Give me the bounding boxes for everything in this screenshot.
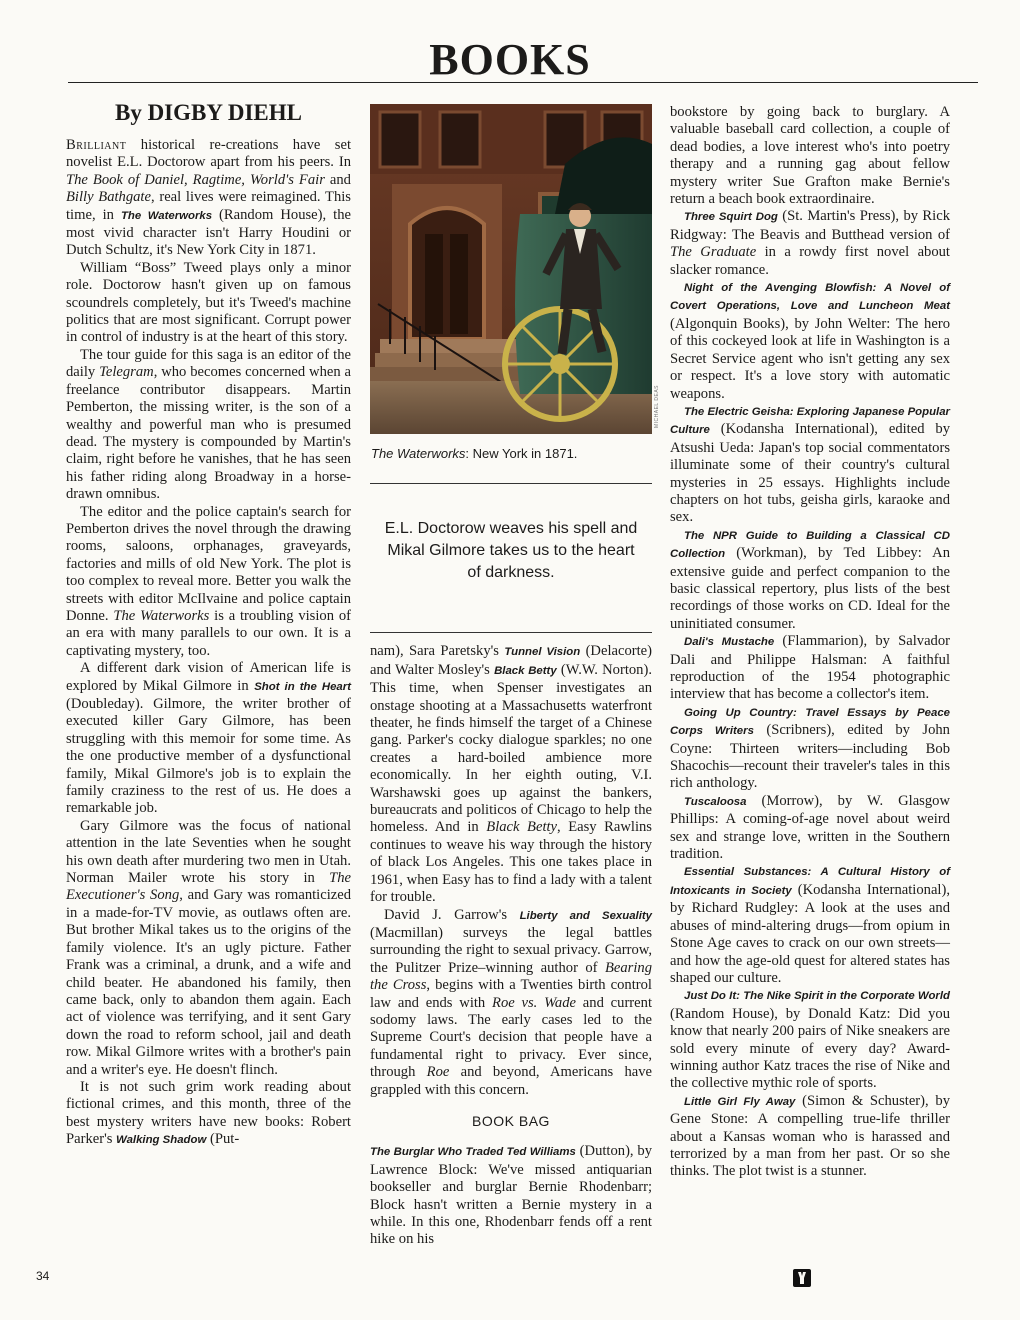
paragraph (66, 504, 351, 661)
paragraph (670, 208, 950, 279)
text-run: (Random House), the most vivid character isn't Harry Houdini or Dutch Schultz, it's New York City in 1871. (66, 206, 351, 259)
waterworks-illustration (370, 104, 652, 434)
paragraph (670, 403, 950, 527)
paragraph (66, 1079, 351, 1150)
book-title: Bearing the Cross (370, 959, 652, 994)
text-run: (St. Martin's Press), by Rick Ridgway: The Beavis and Butthead version of (670, 208, 950, 243)
text-run: nam), Sara Paretsky's (370, 643, 505, 660)
text-run: historical re-creations have set novelist E.L. Doctorow apart from his peers. In (66, 137, 351, 171)
text-run: (Flammarion), by Salvador Dali and Philippe Halsman: A faithful reproduction of the 1954 photographic interview that has become a collector's item. (670, 633, 950, 703)
book-title: The Electric Geisha: Exploring Japanese Popular Culture (670, 405, 950, 437)
paragraph (66, 660, 351, 818)
book-title: Roe vs. Wade (492, 994, 577, 1011)
pull-quote-rule-top (370, 483, 652, 484)
book-title: The Burglar Who Traded Ted Williams (370, 1146, 576, 1159)
text-run: (Simon & Schuster), by Gene Stone: A compelling true-life thriller about a Kansas woman who is harassed and terrorized by a man from her past. Or so she thinks. The plot twist is a stunner. (670, 1092, 950, 1180)
paragraph (670, 1093, 950, 1181)
text-run: (Put- (206, 1131, 240, 1148)
paragraph (66, 347, 351, 504)
text-run: , real lives were reimagined. This time, in (66, 189, 351, 223)
book-title: Black Betty (486, 819, 558, 836)
text-run: , and Gary was romanticized in a made-for-TV movie, as outlaws often are. But brother Mikal takes us to the origins of the family violence. It's an ugly picture. Father Frank was a criminal, a drunk, and a wife and child beater. He abandoned his family, then came back, only to abandon them again. Each act of violence was terrifying, and it sent Gary down the road to reform school, jail and death row. Mikal Gilmore writes with a brother's pain and a writer's eye. He doesn't flinch. (66, 887, 352, 1078)
book-title: Tuscaloosa (684, 795, 747, 808)
pull-quote-rule-bottom (370, 632, 652, 633)
caption-title: The Waterworks (371, 446, 466, 461)
text-run: and beyond, Americans have grappled with this concern. (370, 1064, 652, 1098)
paragraph (670, 793, 950, 864)
book-title: Tunnel Vision (504, 646, 581, 659)
column-1 (66, 100, 351, 1150)
text-run: (Doubleday). Gilmore, the writer brother of executed killer Gary Gilmore, has been struggling with this memoir for some time. As the one productive member of a dysfunctional family, Mikal Gilmore's job is to explain the family craziness to the rest of us. He does a remarkable job. (66, 696, 351, 817)
text-run: David J. Garrow's (384, 906, 520, 923)
text-run: , Easy Rawlins continues to weave his way through the history of black Los Angeles. This one takes place in 1961, when Easy has to find a lady with a talent for trouble. (370, 819, 652, 906)
book-title: The Book of Daniel, Ragtime, World's Fair (66, 171, 325, 188)
column-3 (670, 104, 950, 1181)
paragraph (670, 633, 950, 704)
text-run: Gary Gilmore was the focus of national attention in the late Seventies when he sought his own death after murdering two men in Utah. Norman Mailer wrote his story in (66, 817, 351, 887)
text-run: is a troubling vision of an era with many parallels to our own. It is a captivating mystery, too. (66, 607, 351, 659)
book-title: Little Girl Fly Away (684, 1095, 796, 1108)
text-run: and (324, 171, 351, 188)
book-title: Billy Bathgate (66, 189, 151, 206)
book-title: Roe (426, 1064, 450, 1081)
book-title: Shot in the Heart (254, 680, 351, 693)
paragraph (670, 279, 950, 403)
text-run: The tour guide for this saga is an editor of the daily (66, 346, 351, 381)
illustration-caption (371, 445, 652, 462)
paragraph (670, 863, 950, 987)
text-run: (Algonquin Books), by John Welter: The hero of this cockeyed look at life in Washington is a Secret Service agent who isn't getting any sex or respect. It's a love story with automatic weapons. (670, 315, 950, 402)
text-run: , who becomes concerned when a freelance contributor disappears. Martin Pemberton, the missing writer, is the son of a wealthy and powerful man who is presumed dead. The mystery is compounded by Martin's claim, right before he vanishes, that he has seen his father riding along Broadway in a horse-drawn omnibus. (66, 364, 351, 503)
book-title: The Executioner's Song (66, 870, 351, 904)
paragraph: William “Boss” Tweed plays only a minor role. Doctorow hasn't given up on famous scoundrels completely, but it's Tweed's machine politics that are most significant. Corrupt power in control of industry is at the heart of this story. (66, 259, 351, 346)
book-title: Liberty and Sexuality (519, 909, 652, 922)
text-run: (W.W. Norton). This time, when Spenser investigates an onstage shooting at a Massachusetts waterfront theater, he finds himself the target of a Chinese gang. Parker's cocky dialogue sparkles; no one creates a hard-boiled ambience more economically. In her eighth outing, V.I. Warshawski goes up against the bankers, bureaucrats and politicos of Chicago to help the homeless. And in (370, 661, 652, 836)
book-title: Telegram (99, 364, 154, 381)
paragraph (66, 818, 351, 1079)
page-number: 34 (36, 1269, 50, 1283)
text-run: (Kodansha International), edited by Atsushi Ueda: Japan's top social commentators illuminate some of their country's cultural mysteries in 25 essays. Highlights include chapters on hot tubs, geisha girls, karaoke and sex. (670, 421, 950, 526)
text-run: (Macmillan) surveys the legal battles surrounding the right to sexual privacy. Garrow, the Pulitzer Prize–winning author of (370, 924, 652, 976)
text-run: (Scribners), edited by John Coyne: Thirteen writers—including Bob Shacochis—recount their traveler's tales in this rich anthology. (670, 722, 950, 792)
column-2 (370, 104, 652, 1249)
text-run: (Kodansha International), by Richard Rudgley: A look at the uses and abuses of mind-altering drugs—from opium in Stone Age caves to crack on our own streets—and how the age-old quest for altered states has shaped our culture. (670, 881, 950, 986)
paragraph (670, 704, 950, 793)
book-title: Walking Shadow (116, 1134, 207, 1147)
text-run: in a rowdy first novel about slacker romance. (670, 244, 950, 278)
book-title: Essential Substances: A Cultural History of Intoxicants in Society (670, 866, 950, 897)
text-run: (Workman), by Ted Libbey: An extensive guide and perfect companion to the basic classical repertory, plus lists of the best recordings of those works on CD. Ideal for the uninitiated consumer. (670, 545, 950, 632)
text-run: It is not such grim work reading about fictional crimes, and this month, three of the best mystery writers have new books: Robert Parker's (66, 1078, 351, 1148)
text-run: (Dutton), by Lawrence Block: We've missed antiquarian bookseller and burglar Bernie Rhodenbarr; Block hasn't written a Bernie mystery in a while. In this one, Rhodenbarr fends off a rent hike on his (370, 1143, 652, 1248)
book-bag-heading: BOOK BAG (472, 1112, 550, 1129)
book-title: Three Squirt Dog (684, 211, 778, 224)
paragraph (370, 907, 652, 1099)
text-run: , begins with a Twenties birth control law and ends with (370, 977, 652, 1011)
book-title: The Graduate (670, 244, 757, 261)
text-run: (Morrow), by W. Glasgow Phillips: A coming-of-age novel about weird sex and strange love, written in the Southern tradition. (670, 792, 950, 863)
paragraph (670, 527, 950, 633)
page-title: BOOKS (429, 35, 591, 84)
text-run: and current sodomy laws. The early cases led to the Supreme Court's decision that people have a fundamental right to privacy. Ever since, through (370, 994, 652, 1081)
paragraph (370, 643, 652, 906)
title-rule (68, 82, 978, 83)
paragraph (670, 104, 950, 208)
book-title: The Waterworks (120, 209, 213, 222)
text-run: The editor and the police captain's search for Pemberton drives the novel through the drawing rooms, saloons, orphanages, graveyards, factories and mills of old New York. The plot is too complex to reveal more. Better you walk the streets with editor McIlvaine and police captain Donne. (66, 503, 351, 624)
text-run: (Delacorte) and Walter Mosley's (370, 643, 653, 678)
paragraph (370, 1143, 652, 1248)
byline: By DIGBY DIEHL (114, 100, 303, 125)
paragraph (66, 137, 351, 260)
book-title: Going Up Country: Travel Essays by Peace Corps Writers (670, 706, 950, 738)
book-title: Black Betty (494, 664, 557, 677)
book-title: The NPR Guide to Building a Classical CD Collection (670, 529, 950, 561)
caption-text: : New York in 1871. (465, 446, 578, 461)
illustration-credit: MICHAEL DEAS (654, 385, 660, 429)
text-run: A different dark vision of American life is explored by Mikal Gilmore in (66, 660, 351, 694)
book-title: Dali's Mustache (684, 636, 775, 649)
rabbit-head-end-mark-icon (792, 1268, 812, 1288)
paragraph (670, 987, 950, 1092)
book-title: The Waterworks (113, 607, 210, 624)
pull-quote: E.L. Doctorow weaves his spell and Mikal Gilmore takes us to the heart of darkness. (384, 520, 638, 582)
text-run: (Random House), by Donald Katz: Did you know that nearly 200 pairs of Nike sneakers are sold every minute of every day? Award-winning author Katz traces the rise of Nike and the collective mythic role of sports. (670, 1005, 950, 1092)
text-run: bookstore by going back to burglary. A valuable baseball card collection, a couple of dead bodies, a love interest who's into poetry therapy and a running gag about fellow mystery writer Sue Grafton make Bernie's return a beach book extraordinaire. (670, 104, 950, 208)
book-title: Night of the Avenging Blowfish: A Novel of Covert Operations, Love and Luncheon Meat (670, 282, 950, 313)
lead-in: Brilliant (66, 137, 127, 153)
book-title: Just Do It: The Nike Spirit in the Corporate World (684, 990, 950, 1003)
